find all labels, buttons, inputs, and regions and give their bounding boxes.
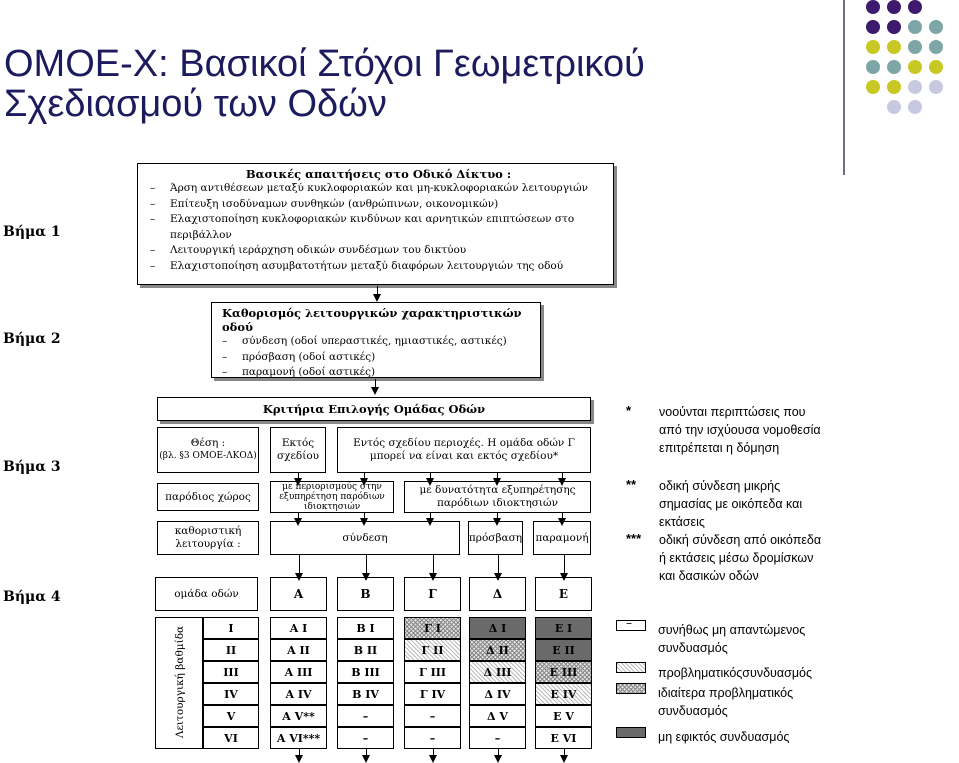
box1-header: Βασικές απαιτήσεις στο Οδικό Δίκτυο : (245, 167, 512, 181)
step-3-label: Βήμα 3 (3, 459, 61, 475)
arrow-down-icon (429, 755, 437, 763)
road-group-1: Α (270, 577, 327, 611)
requirement-item: Ελαχιστοποίηση κυκλοφοριακών κινδύνων και αρνητικών επιπτώσεων στο (170, 213, 575, 225)
level-cell: I (203, 617, 259, 639)
box2-header: Καθορισμός λειτουργικών χαρακτηριστικών οδού (222, 306, 522, 334)
roadside-box: παρόδιος χώρος (157, 483, 259, 511)
connector (498, 555, 499, 575)
decorative-dot (929, 20, 943, 34)
position-ref: (βλ. §3 ΟΜΟΕ-ΛΚΟΔ) (159, 451, 257, 461)
decorative-dot (887, 80, 901, 94)
function-item: πρόσβαση (οδοί αστικές) (242, 350, 376, 363)
decorative-dot (908, 60, 922, 74)
legend-text: προβληματικόςσυνδυασμός (658, 666, 813, 680)
decorative-dot (887, 0, 901, 14)
requirement-item: Άρση αντιθέσεων μεταξύ κυκλοφοριακών και μη-κυκλοφοριακών λειτουργιών (170, 182, 589, 194)
arrow-down-icon (294, 518, 302, 526)
grid-cell: Α I (270, 617, 327, 639)
connection-box: σύνδεση (270, 521, 460, 555)
grid-cell: Ε VI (535, 727, 592, 749)
decorative-dot (866, 40, 880, 54)
grid-cell: Γ II (404, 639, 461, 661)
road-group-4: Δ (469, 577, 526, 611)
criteria-header: Κριτήρια Επιλογής Ομάδας Οδών (157, 397, 591, 421)
box-basic-requirements: Βασικές απαιτήσεις στο Οδικό Δίκτυο : – Άρση αντιθέσεων μεταξύ κυκλοφοριακών και μη-κυκλοφοριακών λειτουργιών – Επίτευξη ισοδύναμων συνθηκών (ανθρώπινων, οικονομικών) – Ελαχιστοποίηση κυκλοφοριακών κινδύνων και αρνητικών επιπτώσεων στο περιβάλλον – Λειτουργική ιεράρχηση οδικών συνδέσμων του δικτύου – Ελαχιστοποίηση ασυμβατοτήτων μεταξύ διαφόρων λειτουργιών της οδού (137, 163, 614, 285)
position-label: Θέση : (190, 437, 226, 449)
note-symbol: ** (626, 477, 637, 492)
legend-swatch-none: – (616, 620, 646, 631)
requirement-item: Ελαχιστοποίηση ασυμβατοτήτων μεταξύ διαφόρων λειτουργιών της οδού (170, 259, 564, 272)
decorative-dot (908, 40, 922, 54)
level-cell: VI (203, 727, 259, 749)
arrow-down-icon (560, 755, 568, 763)
arrow-down-icon (560, 573, 568, 581)
grid-cell: Ε I (535, 617, 592, 639)
grid-cell: Γ I (404, 617, 461, 639)
note-text: οδική σύνδεση μικρής σημασίας με οικόπεδα και εκτάσεις (659, 479, 803, 529)
access-possibility-box: με δυνατότητα εξυπηρέτησης παρόδιων ιδιοκτησιών (404, 481, 591, 513)
functional-level-box (155, 617, 203, 749)
decorative-dot (908, 100, 922, 114)
grid-cell: – (404, 705, 461, 727)
grid-cell: Γ III (404, 661, 461, 683)
decorative-dot (887, 20, 901, 34)
decorative-line (843, 0, 845, 175)
arrow-down-icon (373, 294, 381, 302)
note-text: νοούνται περιπτώσεις που από την ισχύουσα νομοθεσία επιτρέπεται η δόμηση (659, 405, 821, 455)
inside-plan-box: Εντός σχεδίου περιοχές. Η ομάδα οδών Γ μπορεί να είναι και εκτός σχεδίου* (337, 427, 591, 473)
decorative-dot (908, 20, 922, 34)
level-cell: II (203, 639, 259, 661)
grid-cell: Δ V (469, 705, 526, 727)
grid-cell: Δ III (469, 661, 526, 683)
grid-cell: Δ IV (469, 683, 526, 705)
grid-cell: Α V** (270, 705, 327, 727)
arrow-down-icon (295, 755, 303, 763)
arrow-down-icon (493, 478, 501, 486)
grid-cell: Ε II (535, 639, 592, 661)
grid-cell: – (337, 727, 394, 749)
grid-cell: Α VI*** (270, 727, 327, 749)
grid-cell: Β II (337, 639, 394, 661)
decorative-dot (887, 100, 901, 114)
grid-cell: Δ I (469, 617, 526, 639)
grid-cell: Α III (270, 661, 327, 683)
grid-cell: Ε V (535, 705, 592, 727)
decorative-dot (866, 80, 880, 94)
function-item: σύνδεση (οδοί υπεραστικές, ημιαστικές, αστικές) (242, 335, 507, 347)
level-cell: III (203, 661, 259, 683)
step-4-label: Βήμα 4 (3, 589, 61, 605)
decorative-dot (866, 60, 880, 74)
legend-swatch-infeasible (616, 727, 646, 738)
road-group-2: Β (337, 577, 394, 611)
outside-plan-box: Εκτός σχεδίου (270, 427, 326, 473)
arrow-down-icon (494, 755, 502, 763)
road-group-3: Γ (404, 577, 461, 611)
requirement-item-cont: περιβάλλον (170, 228, 232, 241)
arrow-down-icon (360, 518, 368, 526)
arrow-down-icon (295, 573, 303, 581)
arrow-down-icon (558, 518, 566, 526)
decorative-dot (929, 60, 943, 74)
note-text: οδική σύνδεση από οικόπεδα ή εκτάσεις μέσω δρομίσκων και δασικών οδών (659, 533, 822, 583)
position-box (157, 427, 259, 473)
grid-cell: Α II (270, 639, 327, 661)
connector (299, 555, 300, 575)
grid-cell: Β I (337, 617, 394, 639)
arrow-down-icon (426, 478, 434, 486)
decorative-dot (929, 80, 943, 94)
decorative-dot (887, 60, 901, 74)
connector (433, 555, 434, 575)
decorative-dot (908, 80, 922, 94)
legend-swatch-very-problematic (616, 683, 646, 694)
box-functional-characteristics: Καθορισμός λειτουργικών χαρακτηριστικών οδού – σύνδεση (οδοί υπεραστικές, ημιαστικές, αστικές) – πρόσβαση (οδοί αστικές) – παραμονή (οδοί αστικές) (211, 302, 541, 378)
decorative-dot (866, 20, 880, 34)
grid-cell: Δ II (469, 639, 526, 661)
decorative-dot (866, 0, 880, 14)
grid-cell: Γ IV (404, 683, 461, 705)
restriction-box: με περιορισμούς στην εξυπηρέτηση παρόδιων ιδιοκτησιών (270, 481, 394, 513)
grid-cell: Β IV (337, 683, 394, 705)
legend-text: ιδιαίτερα προβληματικός συνδυασμός (658, 686, 794, 718)
arrow-down-icon (362, 755, 370, 763)
grid-cell: – (469, 727, 526, 749)
decisive-function-box: καθοριστική λειτουργία : (157, 521, 259, 555)
note-symbol: * (626, 403, 632, 418)
arrow-down-icon (294, 478, 302, 486)
grid-cell: – (404, 727, 461, 749)
legend-swatch-problematic (616, 662, 646, 673)
requirement-item: Επίτευξη ισοδύναμων συνθηκών (ανθρώπινων, οικονομικών) (170, 197, 499, 210)
grid-cell: Α IV (270, 683, 327, 705)
grid-cell: Ε IV (535, 683, 592, 705)
arrow-down-icon (426, 518, 434, 526)
road-group-label: ομάδα οδών (155, 577, 258, 611)
functional-level-label: Λειτουργική βαθμίδα (174, 625, 186, 739)
legend-text: συνήθως μη απαντώμενος συνδυασμός (658, 623, 806, 655)
grid-cell: Ε III (535, 661, 592, 683)
arrow-down-icon (494, 573, 502, 581)
function-item: παραμονή (οδοί αστικές) (242, 366, 376, 378)
level-cell: IV (203, 683, 259, 705)
arrow-down-icon (493, 518, 501, 526)
arrow-down-icon (558, 478, 566, 486)
decorative-dot (929, 40, 943, 54)
stay-box: παραμονή (533, 521, 591, 555)
connector (366, 555, 367, 575)
decorative-dot (908, 0, 922, 14)
requirement-item: Λειτουργική ιεράρχηση οδικών συνδέσμων του δικτύου (170, 244, 467, 256)
road-group-5: Ε (535, 577, 592, 611)
arrow-down-icon (371, 387, 379, 395)
slide-title: ΟΜΟΕ-Χ: Βασικοί Στόχοι Γεωμετρικού Σχεδιασμού των Οδών (4, 43, 645, 125)
access-box: πρόσβαση (468, 521, 523, 555)
connector (564, 555, 565, 575)
decorative-dot (887, 40, 901, 54)
grid-cell: – (337, 705, 394, 727)
note-symbol: *** (626, 531, 642, 546)
arrow-down-icon (362, 573, 370, 581)
grid-cell: Β III (337, 661, 394, 683)
step-2-label: Βήμα 2 (3, 331, 61, 347)
arrow-down-icon (360, 478, 368, 486)
level-cell: V (203, 705, 259, 727)
step-1-label: Βήμα 1 (3, 224, 61, 240)
arrow-down-icon (429, 573, 437, 581)
legend-text: μη εφικτός συνδυασμός (658, 730, 790, 744)
